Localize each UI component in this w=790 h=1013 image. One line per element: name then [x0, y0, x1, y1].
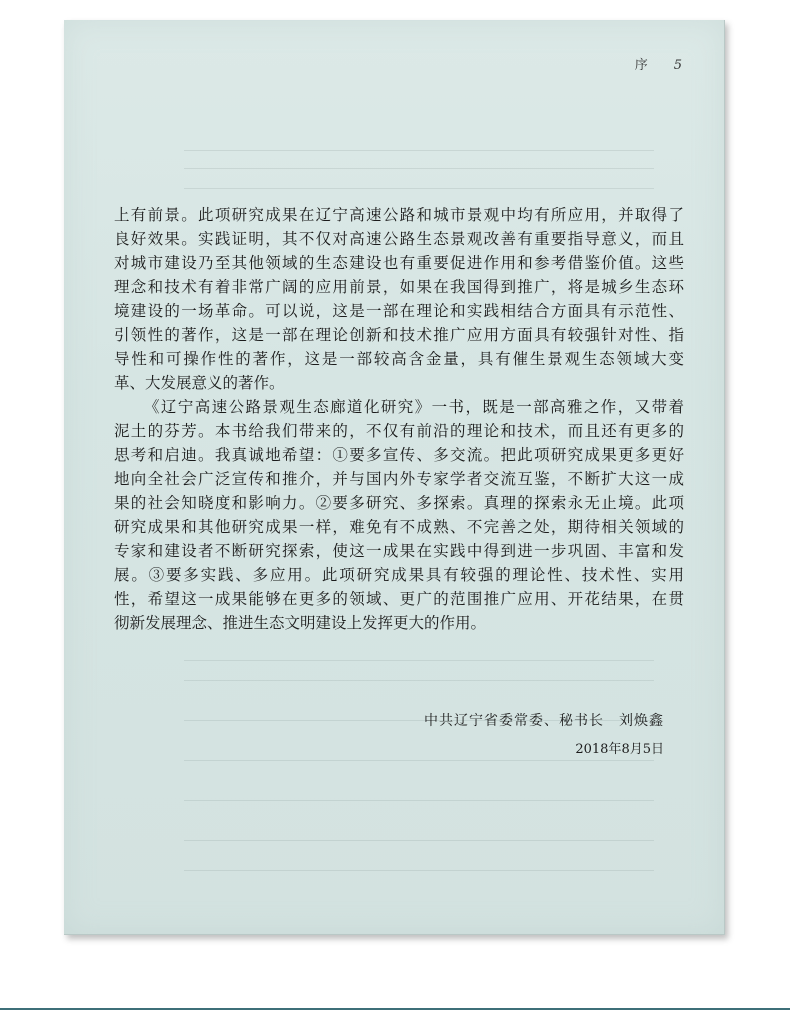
text-line: 思考和启迪。我真诚地希望：①要多宣传、多交流。把此项研究成果更多更好	[114, 446, 684, 464]
text-line: 彻新发展理念、推进生态文明建设上发挥更大的作用。	[114, 614, 487, 632]
text-line: 研究成果和其他研究成果一样，难免有不成熟、不完善之处，期待相关领域的	[114, 518, 684, 536]
running-head	[635, 54, 684, 73]
text-line: 泥土的芬芳。本书给我们带来的，不仅有前沿的理论和技术，而且还有更多的	[114, 422, 684, 440]
running-head-section: 序	[634, 58, 650, 73]
text-line: 展。③要多实践、多应用。此项研究成果具有较强的理论性、技术性、实用	[114, 566, 684, 584]
text-line: 性，希望这一成果能够在更多的领域、更广的范围推广应用、开花结果，在贯	[114, 590, 684, 608]
signature-date: 2018年8月5日	[575, 742, 664, 757]
show-through-line	[184, 150, 654, 151]
show-through-line	[184, 870, 654, 871]
show-through-line	[184, 760, 654, 761]
author-signature: 中共辽宁省委常委、秘书长 刘焕鑫	[424, 713, 664, 729]
text-line: 革、大发展意义的著作。	[114, 374, 285, 392]
text-line: 境建设的一场革命。可以说，这是一部在理论和实践相结合方面具有示范性、	[114, 302, 684, 320]
text-line: 理念和技术有着非常广阔的应用前景，如果在我国得到推广，将是城乡生态环	[114, 278, 684, 296]
page-number: 5	[673, 58, 684, 73]
text-line: 地向全社会广泛宣传和推介，并与国内外专家学者交流互鉴，不断扩大这一成	[114, 470, 684, 488]
text-line: 良好效果。实践证明，其不仅对高速公路生态景观改善有重要指导意义，而且	[114, 230, 684, 248]
show-through-line	[184, 168, 654, 169]
text-line: 《辽宁高速公路景观生态廊道化研究》一书，既是一部高雅之作，又带着	[144, 398, 684, 416]
show-through-line	[184, 660, 654, 661]
text-line: 专家和建设者不断研究探索，使这一成果在实践中得到进一步巩固、丰富和发	[114, 542, 684, 560]
text-line: 导性和可操作性的著作，这是一部较高含金量，具有催生景观生态领域大变	[114, 350, 684, 368]
show-through-line	[184, 840, 654, 841]
show-through-line	[184, 680, 654, 681]
text-line: 引领性的著作，这是一部在理论创新和技术推广应用方面具有较强针对性、指	[114, 326, 684, 344]
book-page	[64, 20, 725, 935]
show-through-line	[184, 800, 654, 801]
text-line: 果的社会知晓度和影响力。②要多研究、多探索。真理的探索永无止境。此项	[114, 494, 684, 512]
bottom-rule	[0, 1008, 790, 1010]
show-through-line	[184, 188, 654, 189]
text-line: 对城市建设乃至其他领域的生态建设也有重要促进作用和参考借鉴价值。这些	[114, 254, 684, 272]
text-line: 上有前景。此项研究成果在辽宁高速公路和城市景观中均有所应用，并取得了	[114, 206, 684, 224]
